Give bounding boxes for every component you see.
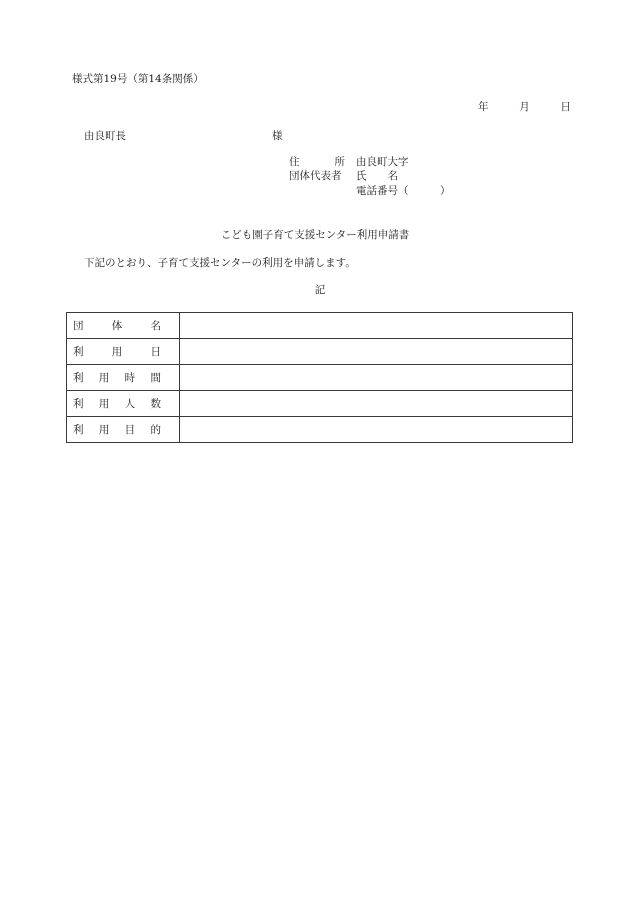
table-row <box>67 339 573 365</box>
group-name-label: 団 体 名 <box>67 313 180 339</box>
addressee-name: 由良町長 <box>84 130 126 142</box>
table-row <box>67 365 573 391</box>
participant-count-label: 利 用 人 数 <box>67 391 180 417</box>
usage-purpose-label: 利 用 目 的 <box>67 417 180 443</box>
phone-label: 電話番号（ ） <box>356 185 451 197</box>
details-table <box>66 312 573 443</box>
address-value: 由良町大字 <box>356 156 409 168</box>
form-number: 様式第19号（第14条関係） <box>72 73 204 85</box>
representative-label: 団体代表者 <box>289 170 342 182</box>
usage-time-label: 利 用 時 間 <box>67 365 180 391</box>
table-row <box>67 313 573 339</box>
table-row <box>67 391 573 417</box>
participant-count-field[interactable] <box>180 391 573 417</box>
ki-heading: 記 <box>314 284 326 296</box>
addressee-honorific: 様 <box>272 130 283 142</box>
usage-date-label: 利 用 日 <box>67 339 180 365</box>
date-line <box>478 102 571 113</box>
address-label: 住 所 <box>289 156 345 168</box>
month-label: 月 <box>519 101 530 113</box>
usage-purpose-field[interactable] <box>180 417 573 443</box>
group-name-field[interactable] <box>180 313 573 339</box>
document-title: こども園子育て支援センター利用申請書 <box>220 229 410 241</box>
usage-time-field[interactable] <box>180 365 573 391</box>
usage-date-field[interactable] <box>180 339 573 365</box>
year-label: 年 <box>478 101 489 113</box>
day-label: 日 <box>560 101 571 113</box>
table-row <box>67 417 573 443</box>
document-body: 下記のとおり、子育て支援センターの利用を申請します。 <box>84 257 356 269</box>
name-label: 氏 名 <box>356 170 398 182</box>
